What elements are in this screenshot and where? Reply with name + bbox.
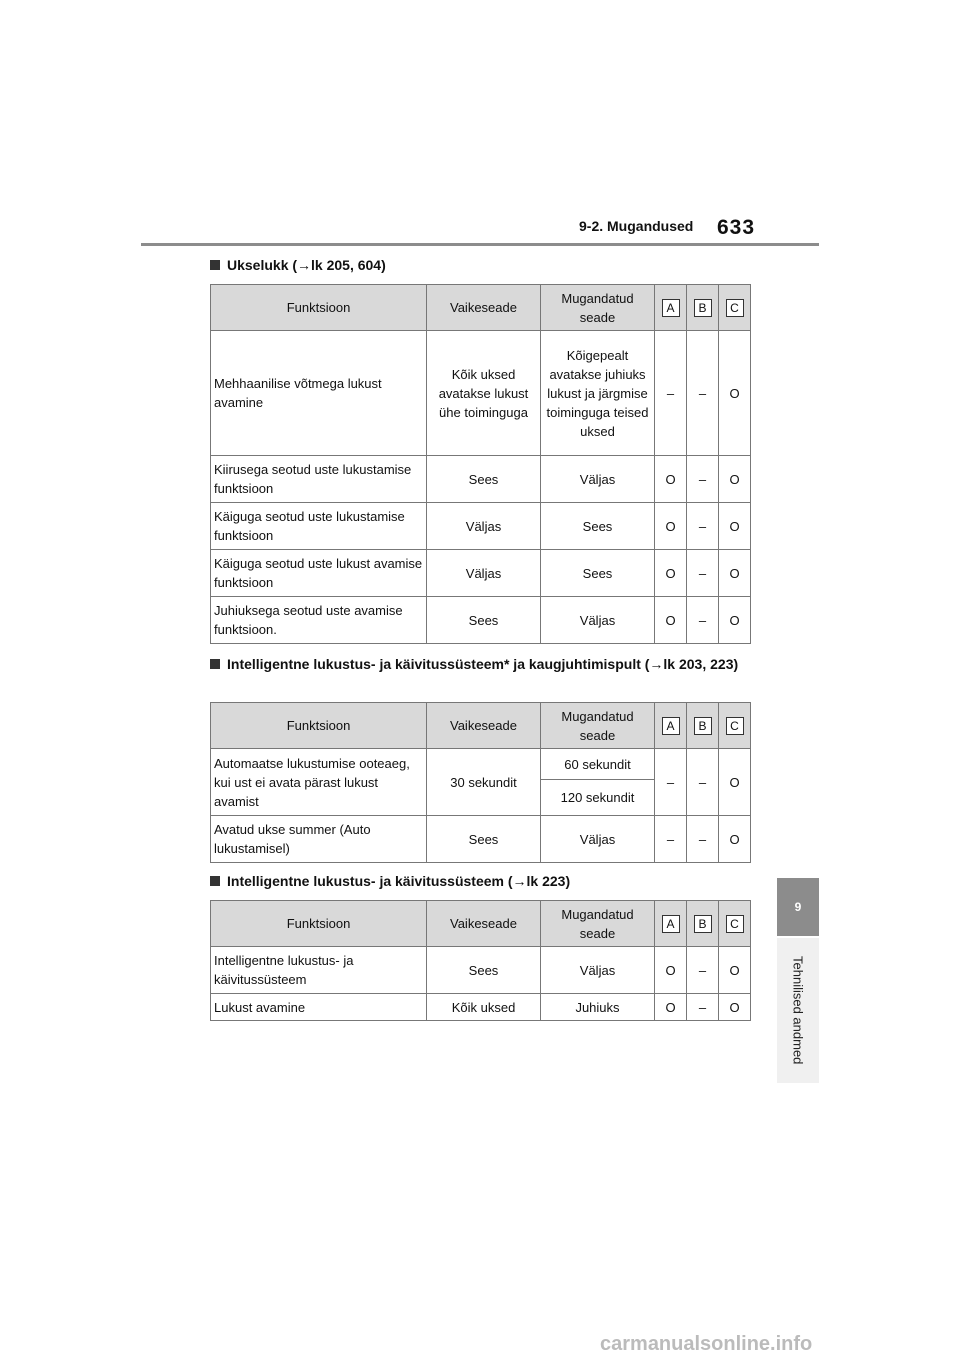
cell-a: O	[655, 503, 687, 550]
table-header-row	[211, 285, 751, 331]
cell-b: –	[687, 456, 719, 503]
cell-c: O	[719, 503, 751, 550]
cell-function: Avatud ukse summer (Auto lukustamisel)	[211, 816, 427, 863]
letter-a-box: A	[662, 915, 680, 933]
settings-table-door-lock	[210, 284, 751, 644]
letter-a-box: A	[662, 717, 680, 735]
bullet-square-icon	[210, 876, 220, 886]
cell-c: O	[719, 550, 751, 597]
cell-b: –	[687, 503, 719, 550]
cell-default: Sees	[427, 816, 541, 863]
section-heading-smart-entry-remote	[210, 654, 769, 674]
col-b	[687, 285, 719, 331]
cell-function: Intelligentne lukustus- ja käivitussüsteem	[211, 947, 427, 994]
col-b	[687, 703, 719, 749]
section-heading-door-lock	[210, 255, 750, 275]
letter-c-box: C	[726, 915, 744, 933]
cell-a: –	[655, 816, 687, 863]
col-default: Vaikeseade	[427, 901, 541, 947]
cell-function: Kiirusega seotud uste lukustamise funktsioon	[211, 456, 427, 503]
table-row	[211, 816, 751, 863]
col-b	[687, 901, 719, 947]
page-number: 633	[717, 216, 756, 239]
cell-a: –	[655, 331, 687, 456]
cell-custom: Kõigepealt avatakse juhiuks lukust ja järgmise toiminguga teised uksed	[541, 331, 655, 456]
cell-default: Kõik uksed	[427, 994, 541, 1021]
cell-default: Väljas	[427, 550, 541, 597]
chapter-label: Tehnilised andmed	[790, 956, 806, 1065]
cell-custom: Väljas	[541, 947, 655, 994]
cell-a: O	[655, 550, 687, 597]
chapter-tab	[777, 878, 819, 936]
cell-custom: Sees	[541, 503, 655, 550]
heading-text: Ukselukk (→lk 205, 604)	[227, 257, 386, 273]
cell-b: –	[687, 550, 719, 597]
cell-a: O	[655, 456, 687, 503]
cell-b: –	[687, 597, 719, 644]
table-row	[211, 331, 751, 456]
cell-custom: Väljas	[541, 816, 655, 863]
cell-c: O	[719, 994, 751, 1021]
cell-function: Lukust avamine	[211, 994, 427, 1021]
cell-function: Automaatse lukustumise ooteaeg, kui ust ei avata pärast lukust avamist	[211, 749, 427, 816]
heading-text: Intelligentne lukustus- ja käivitussüsteem* ja kaugjuhtimispult (→lk 203, 223)	[227, 656, 739, 672]
cell-custom-option-2: 120 sekundit	[541, 780, 655, 816]
cell-b: –	[687, 749, 719, 816]
heading-text: Intelligentne lukustus- ja käivitussüsteem (→lk 223)	[227, 873, 571, 889]
letter-a-box: A	[662, 299, 680, 317]
cell-c: O	[719, 456, 751, 503]
table-row	[211, 503, 751, 550]
letter-b-box: B	[694, 299, 712, 317]
col-default: Vaikeseade	[427, 285, 541, 331]
letter-c-box: C	[726, 717, 744, 735]
col-custom: Mugandatud seade	[541, 285, 655, 331]
cell-c: O	[719, 947, 751, 994]
col-c	[719, 285, 751, 331]
col-c	[719, 703, 751, 749]
table-header-row	[211, 703, 751, 749]
cell-c: O	[719, 597, 751, 644]
settings-table-smart-entry	[210, 900, 751, 1021]
settings-table-smart-entry-remote	[210, 702, 751, 863]
watermark: carmanualsonline.info	[600, 1333, 813, 1355]
cell-default: Väljas	[427, 503, 541, 550]
col-function: Funktsioon	[211, 285, 427, 331]
col-custom: Mugandatud seade	[541, 901, 655, 947]
letter-c-box: C	[726, 299, 744, 317]
chapter-number: 9	[794, 900, 802, 914]
col-a	[655, 703, 687, 749]
table-row	[211, 947, 751, 994]
section-title: 9-2. Mugandused	[579, 218, 694, 234]
header-divider	[141, 243, 819, 246]
cell-custom: Väljas	[541, 456, 655, 503]
cell-function: Käiguga seotud uste lukust avamise funktsioon	[211, 550, 427, 597]
cell-default: 30 sekundit	[427, 749, 541, 816]
cell-default: Sees	[427, 947, 541, 994]
table-row	[211, 456, 751, 503]
cell-a: O	[655, 947, 687, 994]
cell-b: –	[687, 947, 719, 994]
letter-b-box: B	[694, 717, 712, 735]
cell-custom: Juhiuks	[541, 994, 655, 1021]
table-row	[211, 597, 751, 644]
col-a	[655, 285, 687, 331]
cell-a: O	[655, 597, 687, 644]
bullet-square-icon	[210, 659, 220, 669]
cell-b: –	[687, 816, 719, 863]
col-a	[655, 901, 687, 947]
cell-function: Juhiuksega seotud uste avamise funktsioon.	[211, 597, 427, 644]
col-function: Funktsioon	[211, 901, 427, 947]
bullet-square-icon	[210, 260, 220, 270]
cell-function: Käiguga seotud uste lukustamise funktsioon	[211, 503, 427, 550]
col-c	[719, 901, 751, 947]
cell-a: –	[655, 749, 687, 816]
chapter-label-tab	[777, 938, 819, 1083]
cell-c: O	[719, 749, 751, 816]
cell-default: Kõik uksed avatakse lukust ühe toiminguga	[427, 331, 541, 456]
table-header-row	[211, 901, 751, 947]
cell-c: O	[719, 331, 751, 456]
cell-default: Sees	[427, 597, 541, 644]
table-row	[211, 550, 751, 597]
cell-c: O	[719, 816, 751, 863]
section-heading-smart-entry	[210, 871, 750, 891]
col-function: Funktsioon	[211, 703, 427, 749]
cell-default: Sees	[427, 456, 541, 503]
cell-a: O	[655, 994, 687, 1021]
cell-custom-option-1: 60 sekundit	[541, 749, 655, 780]
cell-b: –	[687, 994, 719, 1021]
cell-function: Mehhaanilise võtmega lukust avamine	[211, 331, 427, 456]
col-default: Vaikeseade	[427, 703, 541, 749]
cell-custom: Väljas	[541, 597, 655, 644]
cell-b: –	[687, 331, 719, 456]
letter-b-box: B	[694, 915, 712, 933]
table-row	[211, 994, 751, 1021]
cell-custom: Sees	[541, 550, 655, 597]
table-row	[211, 749, 751, 780]
col-custom: Mugandatud seade	[541, 703, 655, 749]
